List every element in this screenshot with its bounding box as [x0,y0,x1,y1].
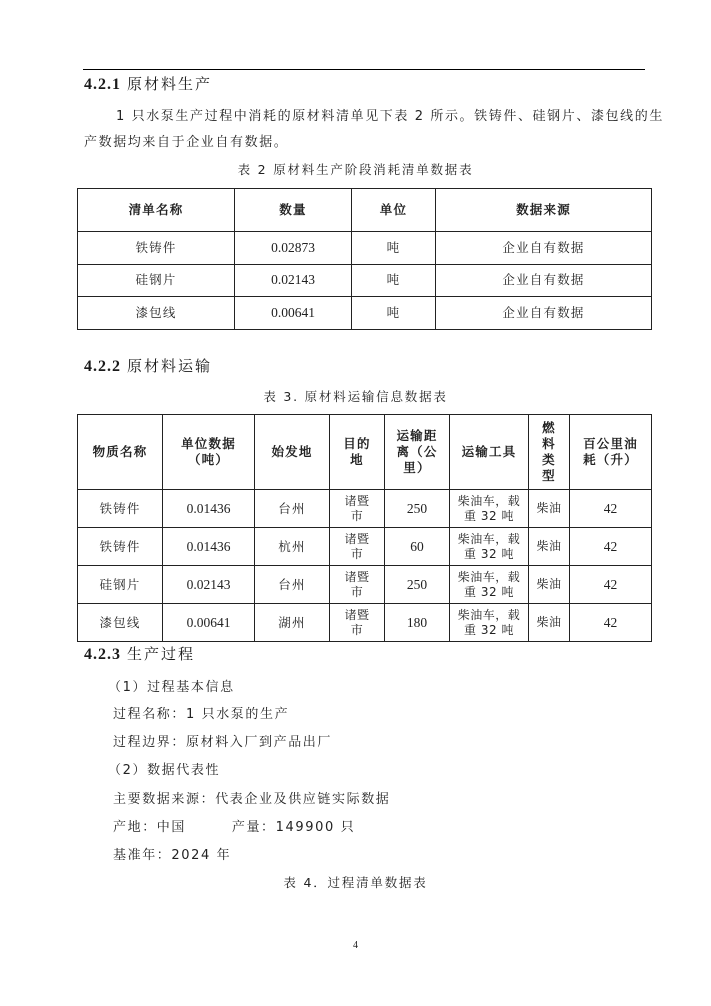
paragraph-line: 1 只水泵生产过程中消耗的原材料清单见下表 2 所示。铁铸件、硅钢片、漆包线的生 [116,109,664,124]
section-title: 原材料生产 [127,75,213,93]
table-caption: 表 4．过程清单数据表 [283,875,428,890]
cell-transport-tool: 柴油车，载 重 32 吨 [450,528,529,566]
column-header: 始发地 [255,415,330,490]
cell-unit: 吨 [352,297,436,330]
cell-source: 企业自有数据 [436,264,652,297]
data-source-line: 主要数据来源：代表企业及供应链实际数据 [113,792,391,807]
header-rule [83,69,645,70]
table-row [78,490,652,528]
table-header-row [78,189,652,232]
base-year-line: 基准年：2024 年 [113,848,232,863]
column-header: 物质名称 [78,415,163,490]
cell-distance: 250 [385,490,450,528]
section-title: 生产过程 [127,645,196,663]
raw-material-consumption-table [77,188,652,330]
column-header: 单位 [352,189,436,232]
cell-material: 铁铸件 [78,490,163,528]
cell-transport-tool: 柴油车，载 重 32 吨 [450,490,529,528]
table-row [78,297,652,330]
cell-name: 漆包线 [78,297,235,330]
section-title: 原材料运输 [127,357,213,375]
cell-destination: 诸暨 市 [330,566,385,604]
cell-name: 铁铸件 [78,232,235,265]
cell-fuel-type: 柴油 [529,528,570,566]
column-header: 数量 [235,189,352,232]
cell-material: 铁铸件 [78,528,163,566]
section-number: 4.2.1 [84,76,121,93]
cell-distance: 60 [385,528,450,566]
cell-destination: 诸暨 市 [330,528,385,566]
section-number: 4.2.3 [84,646,121,663]
page-number: 4 [353,940,358,951]
cell-quantity: 0.00641 [235,297,352,330]
raw-material-transport-table [77,414,652,642]
cell-destination: 诸暨 市 [330,490,385,528]
cell-fuel-consumption: 42 [570,566,652,604]
cell-source: 企业自有数据 [436,297,652,330]
table-caption: 表 2 原材料生产阶段消耗清单数据表 [237,162,474,177]
table-header-row [78,415,652,490]
cell-fuel-consumption: 42 [570,490,652,528]
table-row [78,528,652,566]
cell-origin: 湖州 [255,604,330,642]
cell-distance: 250 [385,566,450,604]
column-header: 数据来源 [436,189,652,232]
process-boundary-line: 过程边界：原材料入厂到产品出厂 [113,735,333,750]
cell-fuel-type: 柴油 [529,604,570,642]
column-header: 目的 地 [330,415,385,490]
column-header: 运输距 离（公 里） [385,415,450,490]
cell-origin: 杭州 [255,528,330,566]
table-row [78,232,652,265]
column-header: 运输工具 [450,415,529,490]
section-heading-4-2-3 [84,643,195,664]
column-header: 百公里油 耗（升） [570,415,652,490]
cell-fuel-consumption: 42 [570,528,652,566]
cell-source: 企业自有数据 [436,232,652,265]
cell-fuel-type: 柴油 [529,566,570,604]
subheading-data-representativeness: （2）数据代表性 [108,763,221,778]
subheading-basic-info: （1）过程基本信息 [108,680,235,695]
cell-unit-data: 0.02143 [163,566,255,604]
cell-unit: 吨 [352,264,436,297]
cell-destination: 诸暨 市 [330,604,385,642]
section-heading-4-2-1 [84,73,212,94]
cell-quantity: 0.02143 [235,264,352,297]
table-caption: 表 3. 原材料运输信息数据表 [263,389,448,404]
process-name-line: 过程名称：1 只水泵的生产 [113,707,290,722]
cell-transport-tool: 柴油车，载 重 32 吨 [450,566,529,604]
cell-transport-tool: 柴油车，载 重 32 吨 [450,604,529,642]
cell-material: 硅钢片 [78,566,163,604]
cell-unit-data: 0.01436 [163,490,255,528]
section-heading-4-2-2 [84,355,212,376]
table-row [78,264,652,297]
table-row [78,566,652,604]
cell-material: 漆包线 [78,604,163,642]
column-header: 燃 料 类 型 [529,415,570,490]
cell-unit-data: 0.01436 [163,528,255,566]
cell-unit-data: 0.00641 [163,604,255,642]
table-row [78,604,652,642]
cell-fuel-type: 柴油 [529,490,570,528]
cell-unit: 吨 [352,232,436,265]
cell-name: 硅钢片 [78,264,235,297]
origin-output-line: 产地：中国 产量：149900 只 [113,820,356,835]
paragraph-line: 产数据均来自于企业自有数据。 [84,135,289,150]
section-number: 4.2.2 [84,358,121,375]
cell-distance: 180 [385,604,450,642]
cell-origin: 台州 [255,566,330,604]
column-header: 单位数据 （吨） [163,415,255,490]
cell-fuel-consumption: 42 [570,604,652,642]
cell-quantity: 0.02873 [235,232,352,265]
cell-origin: 台州 [255,490,330,528]
column-header: 清单名称 [78,189,235,232]
